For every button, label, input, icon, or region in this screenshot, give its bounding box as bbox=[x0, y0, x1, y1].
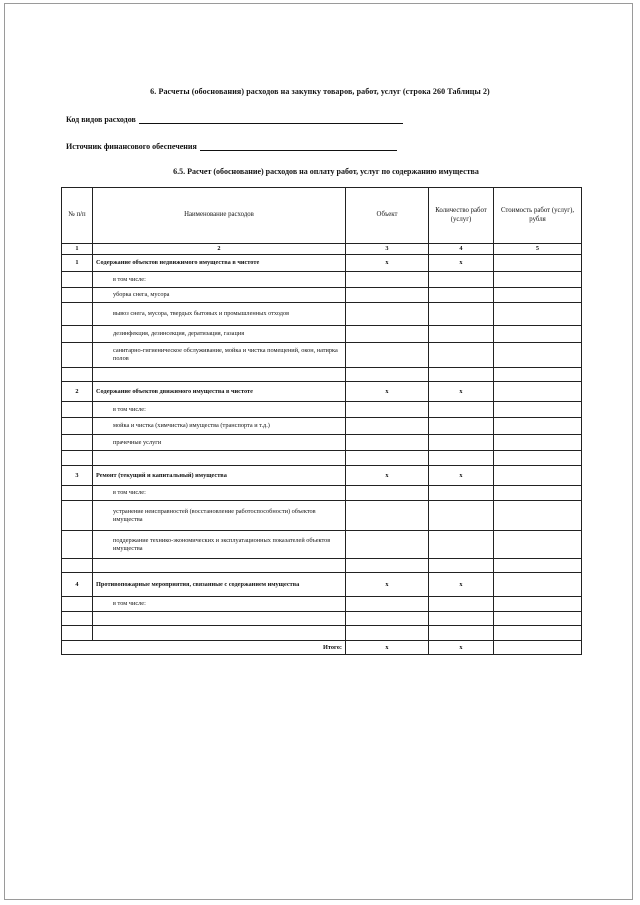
table-row bbox=[62, 559, 582, 573]
row-name: санитарно-гигиеническое обслуживание, мойка и чистка помещений, окон, натирка полов bbox=[93, 343, 346, 368]
row-number bbox=[62, 288, 93, 303]
row-quantity bbox=[429, 435, 494, 451]
row-cost bbox=[494, 343, 582, 368]
row-name: мойка и чистка (химчистка) имущества (транспорта и т.д.) bbox=[93, 418, 346, 435]
row-number bbox=[62, 402, 93, 418]
table-row bbox=[62, 255, 582, 272]
funding-source-field bbox=[66, 141, 397, 151]
table-row bbox=[62, 466, 582, 486]
table-row bbox=[62, 597, 582, 612]
row-object: x bbox=[346, 255, 429, 272]
table-header-row bbox=[62, 188, 582, 244]
row-name: Содержание объектов недвижимого имущества в чистоте bbox=[93, 255, 346, 272]
row-name bbox=[93, 612, 346, 626]
table-row bbox=[62, 326, 582, 343]
row-number: 2 bbox=[62, 382, 93, 402]
table-row bbox=[62, 573, 582, 597]
funding-source-input-line[interactable] bbox=[200, 141, 397, 151]
row-object bbox=[346, 597, 429, 612]
row-object bbox=[346, 501, 429, 531]
row-object bbox=[346, 326, 429, 343]
table-row bbox=[62, 288, 582, 303]
row-cost bbox=[494, 486, 582, 501]
row-name bbox=[93, 451, 346, 466]
expenses-table bbox=[61, 187, 582, 655]
row-cost bbox=[494, 626, 582, 641]
header-num: № п/п bbox=[62, 188, 93, 244]
row-cost bbox=[494, 466, 582, 486]
row-cost bbox=[494, 418, 582, 435]
row-quantity: x bbox=[429, 255, 494, 272]
row-number bbox=[62, 326, 93, 343]
subsection-title: 6.5. Расчет (обоснование) расходов на оплату работ, услуг по содержанию имущества bbox=[173, 167, 479, 176]
funding-source-label: Источник финансового обеспечения bbox=[66, 142, 197, 151]
expense-code-label: Код видов расходов bbox=[66, 115, 136, 124]
row-quantity bbox=[429, 343, 494, 368]
row-quantity bbox=[429, 486, 494, 501]
table-row bbox=[62, 451, 582, 466]
total-label: Итого: bbox=[62, 641, 346, 655]
header-quantity: Количество работ (услуг) bbox=[429, 188, 494, 244]
row-name bbox=[93, 559, 346, 573]
row-number bbox=[62, 626, 93, 641]
total-object: x bbox=[346, 641, 429, 655]
row-cost bbox=[494, 451, 582, 466]
row-object bbox=[346, 486, 429, 501]
column-number: 1 bbox=[62, 244, 93, 255]
row-quantity bbox=[429, 402, 494, 418]
row-number bbox=[62, 451, 93, 466]
total-row bbox=[62, 641, 582, 655]
row-quantity: x bbox=[429, 573, 494, 597]
row-object bbox=[346, 343, 429, 368]
row-object bbox=[346, 418, 429, 435]
row-cost bbox=[494, 597, 582, 612]
column-number: 3 bbox=[346, 244, 429, 255]
expense-code-field bbox=[66, 114, 403, 124]
row-cost bbox=[494, 402, 582, 418]
row-number bbox=[62, 597, 93, 612]
table-row bbox=[62, 612, 582, 626]
table-row bbox=[62, 303, 582, 326]
row-quantity bbox=[429, 272, 494, 288]
row-cost bbox=[494, 255, 582, 272]
row-number: 4 bbox=[62, 573, 93, 597]
table-row bbox=[62, 501, 582, 531]
row-cost bbox=[494, 612, 582, 626]
row-cost bbox=[494, 573, 582, 597]
header-cost: Стоимость работ (услуг), рубля bbox=[494, 188, 582, 244]
row-number bbox=[62, 435, 93, 451]
row-number bbox=[62, 418, 93, 435]
row-cost bbox=[494, 531, 582, 559]
row-name: уборка снега, мусора bbox=[93, 288, 346, 303]
row-name: устранение неисправностей (восстановление работоспособности) объектов имущества bbox=[93, 501, 346, 531]
row-number bbox=[62, 343, 93, 368]
row-name: Ремонт (текущий и капитальный) имущества bbox=[93, 466, 346, 486]
row-number bbox=[62, 486, 93, 501]
row-cost bbox=[494, 272, 582, 288]
row-number: 3 bbox=[62, 466, 93, 486]
row-name: в том числе: bbox=[93, 402, 346, 418]
table-row bbox=[62, 382, 582, 402]
row-name: поддержание технико-экономических и эксплуатационных показателей объектов имущества bbox=[93, 531, 346, 559]
row-name: в том числе: bbox=[93, 597, 346, 612]
row-cost bbox=[494, 435, 582, 451]
table-row bbox=[62, 626, 582, 641]
row-cost bbox=[494, 303, 582, 326]
row-name: вывоз снега, мусора, твердых бытовых и промышленных отходов bbox=[93, 303, 346, 326]
row-object bbox=[346, 451, 429, 466]
row-quantity bbox=[429, 288, 494, 303]
row-object bbox=[346, 303, 429, 326]
row-number bbox=[62, 501, 93, 531]
table-row bbox=[62, 418, 582, 435]
row-quantity bbox=[429, 368, 494, 382]
row-cost bbox=[494, 501, 582, 531]
row-quantity bbox=[429, 326, 494, 343]
row-object bbox=[346, 559, 429, 573]
row-name: в том числе: bbox=[93, 272, 346, 288]
row-quantity: x bbox=[429, 466, 494, 486]
row-object bbox=[346, 288, 429, 303]
row-name: Содержание объектов движимого имущества в чистоте bbox=[93, 382, 346, 402]
row-object bbox=[346, 626, 429, 641]
row-object bbox=[346, 368, 429, 382]
total-quantity: x bbox=[429, 641, 494, 655]
row-quantity bbox=[429, 626, 494, 641]
row-name bbox=[93, 368, 346, 382]
row-quantity: x bbox=[429, 382, 494, 402]
row-quantity bbox=[429, 501, 494, 531]
row-number bbox=[62, 531, 93, 559]
row-cost bbox=[494, 288, 582, 303]
row-name: дезинфекция, дезинсекция, дератизация, газация bbox=[93, 326, 346, 343]
row-number bbox=[62, 559, 93, 573]
header-object: Объект bbox=[346, 188, 429, 244]
row-cost bbox=[494, 559, 582, 573]
row-object bbox=[346, 402, 429, 418]
row-name: прачечные услуги bbox=[93, 435, 346, 451]
row-quantity bbox=[429, 418, 494, 435]
row-object bbox=[346, 612, 429, 626]
table-row bbox=[62, 343, 582, 368]
row-quantity bbox=[429, 451, 494, 466]
row-name: в том числе: bbox=[93, 486, 346, 501]
table-row bbox=[62, 435, 582, 451]
row-quantity bbox=[429, 303, 494, 326]
row-number bbox=[62, 303, 93, 326]
row-object: x bbox=[346, 382, 429, 402]
expense-code-input-line[interactable] bbox=[139, 114, 403, 124]
row-quantity bbox=[429, 597, 494, 612]
row-quantity bbox=[429, 531, 494, 559]
row-number bbox=[62, 368, 93, 382]
row-quantity bbox=[429, 612, 494, 626]
column-number: 4 bbox=[429, 244, 494, 255]
table-row bbox=[62, 272, 582, 288]
table-row bbox=[62, 486, 582, 501]
column-number: 2 bbox=[93, 244, 346, 255]
row-cost bbox=[494, 326, 582, 343]
row-object bbox=[346, 272, 429, 288]
row-quantity bbox=[429, 559, 494, 573]
row-name bbox=[93, 626, 346, 641]
table-row bbox=[62, 531, 582, 559]
row-number: 1 bbox=[62, 255, 93, 272]
table-row bbox=[62, 368, 582, 382]
table-row bbox=[62, 402, 582, 418]
row-object bbox=[346, 435, 429, 451]
row-name: Противопожарные мероприятия, связанные с содержанием имущества bbox=[93, 573, 346, 597]
row-object bbox=[346, 531, 429, 559]
row-number bbox=[62, 612, 93, 626]
column-number: 5 bbox=[494, 244, 582, 255]
row-number bbox=[62, 272, 93, 288]
row-cost bbox=[494, 382, 582, 402]
column-numbers-row bbox=[62, 244, 582, 255]
row-object: x bbox=[346, 573, 429, 597]
section-title: 6. Расчеты (обоснования) расходов на закупку товаров, работ, услуг (строка 260 Таблицы 2) bbox=[150, 87, 490, 96]
header-name: Наименование расходов bbox=[93, 188, 346, 244]
total-cost bbox=[494, 641, 582, 655]
row-cost bbox=[494, 368, 582, 382]
row-object: x bbox=[346, 466, 429, 486]
